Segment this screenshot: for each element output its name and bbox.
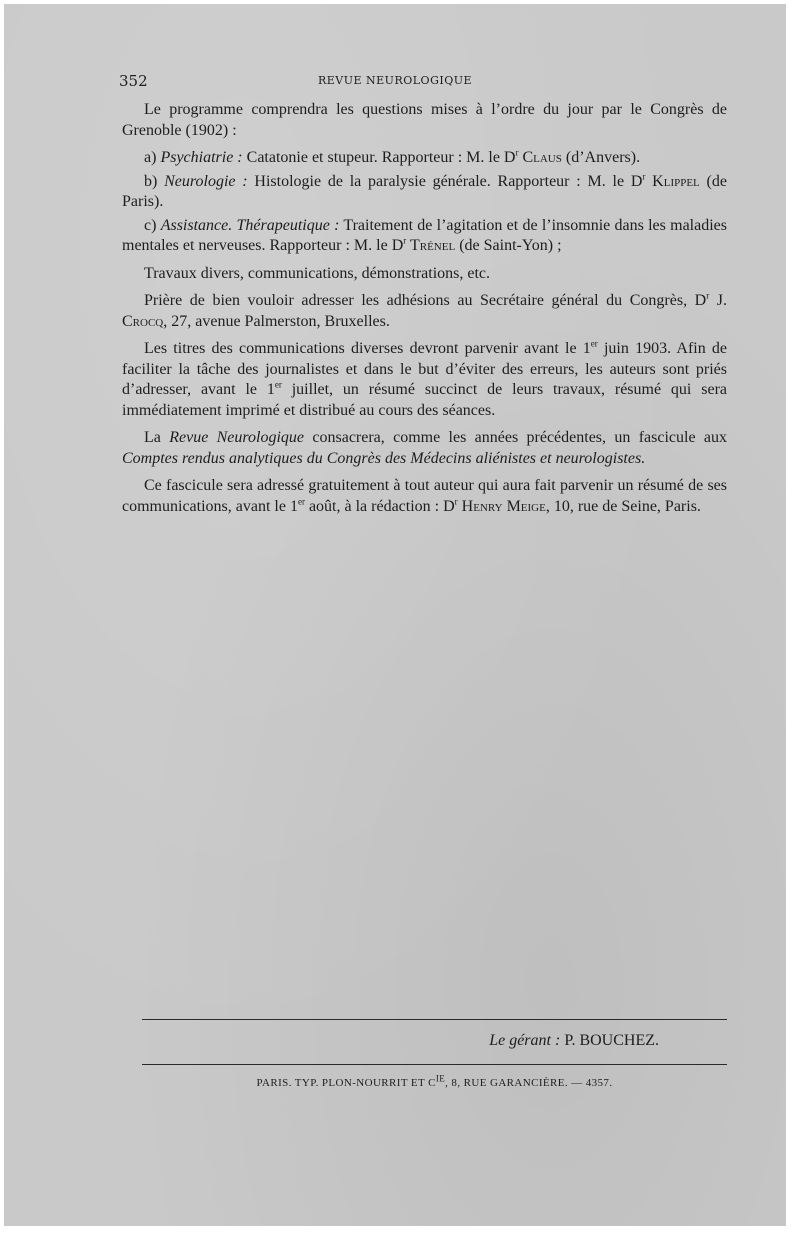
item-marker: a) bbox=[144, 149, 157, 166]
paragraph-text: , 10, rue de Seine, Paris. bbox=[545, 497, 701, 515]
person-name: Trénel bbox=[406, 237, 456, 254]
item-text: (de Saint-Yon) ; bbox=[455, 237, 562, 254]
item-text: (de Paris). bbox=[122, 172, 727, 210]
body-text bbox=[122, 100, 727, 524]
paragraph-travaux: Travaux divers, communications, démonstrations, etc. bbox=[144, 264, 491, 282]
person-name: Claus bbox=[518, 149, 562, 166]
imprint-text: PARIS. TYP. PLON-NOURRIT ET C bbox=[256, 1077, 436, 1089]
paragraph-text: Ce fascicule sera adressé gratuitement à tout auteur qui aura fait parvenir un résumé de ses communications, avant le 1 bbox=[122, 477, 727, 515]
journal-title: Revue Neurologique bbox=[169, 429, 305, 446]
paragraph-text: Les titres des communications diverses devront parvenir avant le 1 bbox=[144, 340, 591, 357]
divider-top bbox=[142, 1019, 727, 1020]
superscript: r bbox=[642, 171, 646, 182]
paragraph-text: consacrera, comme les années précédentes, un fascicule aux bbox=[304, 429, 728, 446]
item-text: (d’Anvers). bbox=[561, 149, 641, 166]
paragraph-adhesions bbox=[122, 291, 727, 332]
signature-name: P. BOUCHEZ. bbox=[560, 1032, 659, 1049]
paragraph-titres bbox=[122, 339, 727, 421]
paragraph-text: Prière de bien vouloir adresser les adhésions au Secrétaire général du Congrès, D bbox=[144, 292, 707, 309]
superscript: er bbox=[590, 338, 598, 349]
item-title: Psychiatrie : bbox=[160, 149, 243, 166]
signature-label: Le gérant : bbox=[489, 1032, 561, 1049]
paragraph-revue bbox=[122, 428, 727, 469]
superscript: IE bbox=[435, 1073, 446, 1084]
item-assistance bbox=[122, 216, 727, 257]
printer-imprint bbox=[142, 1073, 727, 1089]
paragraph-text: juillet, un résumé succinct de leurs travaux, résumé qui sera immédiatement imprimé et distribué au cours des séances. bbox=[122, 381, 727, 419]
paragraph-text: août, à la rédaction : D bbox=[304, 497, 455, 515]
paragraph-text: La bbox=[144, 429, 170, 446]
person-name: Henry Meige bbox=[457, 497, 546, 515]
imprint-text: , 8, RUE GARANCIÈRE. — 4357. bbox=[445, 1077, 613, 1089]
person-name: Klippel bbox=[645, 172, 700, 190]
paragraph-text: , 27, avenue Palmerston, Bruxelles. bbox=[163, 312, 390, 330]
item-title: Neurologie : bbox=[164, 172, 248, 190]
superscript: r bbox=[515, 147, 519, 158]
item-marker: b) bbox=[144, 172, 158, 190]
superscript: r bbox=[706, 290, 710, 301]
signature bbox=[444, 1032, 659, 1050]
item-psychiatrie bbox=[122, 148, 727, 169]
item-text: Catatonie et stupeur. Rapporteur : M. le D bbox=[242, 149, 516, 166]
superscript: r bbox=[454, 496, 458, 507]
item-neurologie bbox=[122, 172, 727, 213]
item-text: Histologie de la paralysie générale. Rapporteur : M. le D bbox=[247, 172, 643, 190]
divider-bottom bbox=[142, 1064, 727, 1065]
person-name: J. Crocq bbox=[122, 292, 727, 330]
paragraph-text: juin 1903. Afin de faciliter la tâche des journalistes et dans le but d’éviter des erreurs, les auteurs sont priés d’adresser, avant le 1 bbox=[122, 340, 728, 398]
superscript: r bbox=[403, 235, 407, 246]
item-text: Traitement de l’agitation et de l’insomnie dans les maladies mentales et nerveuses. Rapporteur : M. le D bbox=[122, 216, 728, 254]
page-number: 352 bbox=[119, 72, 148, 90]
page-header bbox=[4, 72, 786, 92]
proceedings-title: Comptes rendus analytiques du Congrès des Médecins aliénistes et neurologistes. bbox=[122, 449, 646, 467]
paragraph-intro: Le programme comprendra les questions mises à l’ordre du jour par le Congrès de Grenoble (1902) : bbox=[122, 101, 727, 139]
paragraph-fascicule bbox=[122, 476, 727, 517]
superscript: er bbox=[274, 379, 282, 390]
item-title: Assistance. Thérapeutique : bbox=[160, 216, 340, 234]
superscript: er bbox=[297, 496, 305, 507]
running-head: REVUE NEUROLOGIQUE bbox=[317, 74, 473, 87]
item-marker: c) bbox=[144, 216, 157, 234]
journal-page bbox=[4, 4, 786, 1226]
